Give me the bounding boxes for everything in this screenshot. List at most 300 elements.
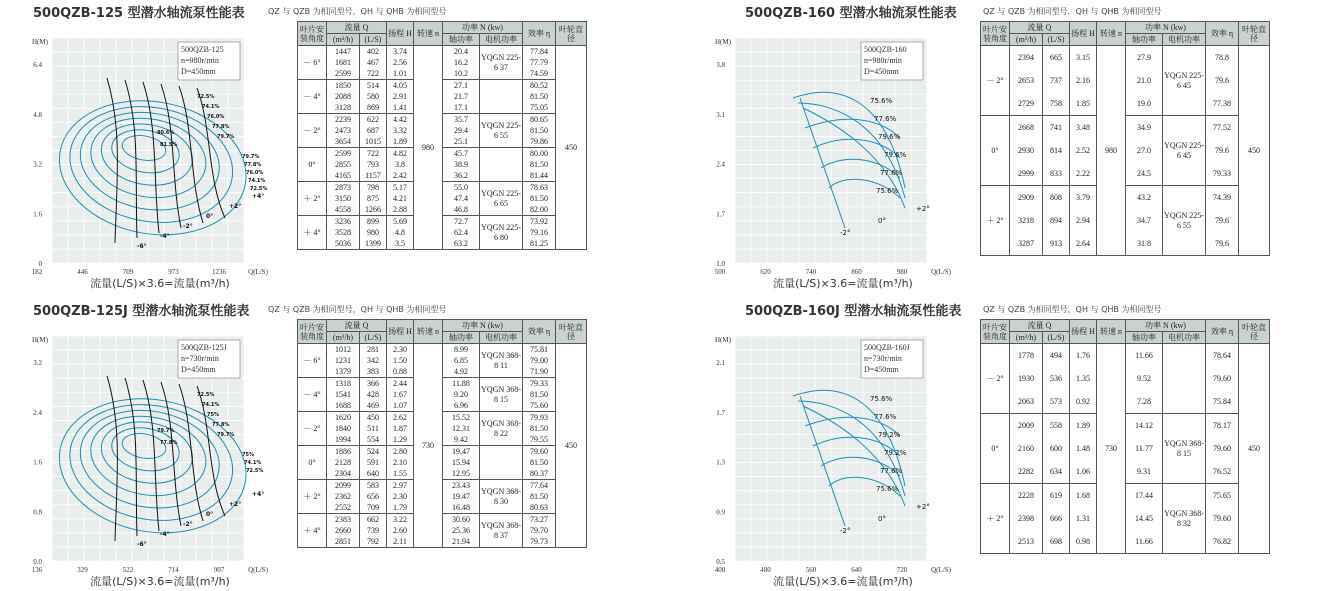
x-tick-label: 522 <box>122 566 134 574</box>
head-cell-value: 1.68 <box>1076 491 1090 500</box>
flow-ls-cell-value: 662 <box>367 515 379 524</box>
efficiency-cell-value: 73.27 <box>530 515 548 524</box>
header-flow-ls: (L/S) <box>1043 34 1070 46</box>
angle-cell: ＋ 2° <box>298 182 327 216</box>
efficiency-label: 77.8% <box>160 440 178 446</box>
flow-ls-cell-value: 634 <box>1050 467 1062 476</box>
head-cell-value: 3.79 <box>1076 193 1090 202</box>
shaft-power-cell-value: 15.52 <box>452 413 470 422</box>
shaft-power-cell-value: 55.0 <box>454 183 468 192</box>
chart-area <box>10 318 288 588</box>
table-row <box>298 46 587 80</box>
motor-cell: YQGN 368-8 15 <box>1163 414 1206 484</box>
shaft-power-cell <box>1126 186 1163 256</box>
head-cell-value: 1.41 <box>393 103 407 112</box>
panel-title: 500QZB-160J 型潜水轴流泵性能表 <box>745 304 962 319</box>
efficiency-cell <box>1206 186 1239 256</box>
flow-m3h-cell-value: 1231 <box>335 356 351 365</box>
head-cell-value: 2.88 <box>393 205 407 214</box>
flow-ls-cell-value: 792 <box>367 537 379 546</box>
efficiency-cell-value: 77.84 <box>530 47 548 56</box>
x-axis-label: Q(L/S) <box>248 566 268 574</box>
flow-ls-cell-value: 833 <box>1050 169 1062 178</box>
shaft-power-cell-value: 17.1 <box>454 103 468 112</box>
efficiency-cell <box>523 344 556 378</box>
efficiency-cell-value: 82.00 <box>530 205 548 214</box>
shaft-power-cell-value: 43.2 <box>1137 193 1151 202</box>
header-flow-ls: (L/S) <box>360 34 387 46</box>
blade-angle-label: -6° <box>137 541 147 548</box>
efficiency-cell <box>523 216 556 250</box>
shaft-power-cell-value: 6.85 <box>454 356 468 365</box>
flow-m3h-cell-value: 1681 <box>335 58 351 67</box>
head-cell-value: 5.69 <box>393 217 407 226</box>
shaft-power-cell-value: 11.88 <box>452 379 470 388</box>
flow-m3h-cell-value: 2552 <box>335 503 351 512</box>
pump-panel-500qzb-125j <box>0 298 640 588</box>
efficiency-cell-value: 71.90 <box>530 367 548 376</box>
efficiency-cell <box>523 148 556 182</box>
flow-ls-cell-value: 758 <box>1050 99 1062 108</box>
shaft-power-cell-value: 46.8 <box>454 205 468 214</box>
efficiency-cell-value: 74.59 <box>530 69 548 78</box>
blade-angle-label: 0° <box>206 511 214 518</box>
flow-m3h-cell-value: 3287 <box>1018 239 1034 248</box>
shaft-power-cell-value: 12.95 <box>452 469 470 478</box>
efficiency-cell-value: 76.82 <box>1213 537 1231 546</box>
efficiency-label: 74.1% <box>202 402 220 408</box>
head-cell <box>387 148 414 182</box>
flow-m3h-cell-value: 1994 <box>335 435 351 444</box>
flow-m3h-cell-value: 2362 <box>335 492 351 501</box>
shaft-power-cell-value: 25.36 <box>452 526 470 535</box>
header-efficiency: 效率 η <box>523 320 556 344</box>
flow-ls-cell-value: 580 <box>367 92 379 101</box>
flow-m3h-cell-value: 2513 <box>1018 537 1034 546</box>
header-flow-m3h: (m³/h) <box>1010 332 1043 344</box>
x-tick-label: 620 <box>760 268 771 276</box>
y-tick-label: 1.3 <box>716 458 725 467</box>
efficiency-label: 72.5% <box>246 468 264 474</box>
shaft-power-cell-value: 11.66 <box>1135 537 1153 546</box>
head-cell-value: 3.15 <box>1076 53 1090 62</box>
header-efficiency: 效率 η <box>523 22 556 46</box>
blade-angle-label: +4° <box>252 193 265 200</box>
header-impeller: 叶轮直径 <box>1239 320 1270 344</box>
head-cell-value: 3.32 <box>393 126 407 135</box>
x-tick-label: 714 <box>168 566 179 574</box>
efficiency-cell <box>523 46 556 80</box>
shaft-power-cell-value: 21.94 <box>452 537 470 546</box>
angle-cell: － 6° <box>298 344 327 378</box>
efficiency-cell-value: 79.6 <box>1215 146 1229 155</box>
efficiency-label: 77.6% <box>880 467 903 475</box>
model-info-line: n=730r/min <box>864 354 902 363</box>
flow-ls-cell <box>360 412 387 446</box>
header-power: 功率 N (kw) <box>1126 22 1206 34</box>
efficiency-label: 79.7% <box>217 432 235 438</box>
efficiency-cell-value: 81.50 <box>530 390 548 399</box>
head-cell-value: 2.62 <box>393 413 407 422</box>
shaft-power-cell-value: 47.4 <box>454 194 468 203</box>
y-tick-label: 1.6 <box>33 458 42 467</box>
flow-m3h-cell-value: 4165 <box>335 171 351 180</box>
shaft-power-cell-value: 35.7 <box>454 115 468 124</box>
chart-area <box>693 20 971 290</box>
motor-cell: YQGN 225-6 37 <box>480 46 523 80</box>
efficiency-label: 76.0% <box>207 114 225 120</box>
flow-m3h-cell-value: 2599 <box>335 149 351 158</box>
flow-m3h-cell <box>1010 484 1043 554</box>
y-axis-label: H(M) <box>32 336 48 344</box>
efficiency-cell <box>1206 344 1239 414</box>
model-info-line: 500QZB-160 <box>864 45 907 54</box>
model-info-line: n=980r/min <box>181 56 219 65</box>
head-cell <box>1070 344 1097 414</box>
efficiency-cell-value: 81.50 <box>530 160 548 169</box>
header-motor-power: 电机功率 <box>1163 34 1206 46</box>
shaft-power-cell <box>443 182 480 216</box>
x-tick-label: 560 <box>805 566 817 574</box>
flow-ls-cell <box>360 148 387 182</box>
header-motor-power: 电机功率 <box>480 34 523 46</box>
efficiency-cell-value: 79.86 <box>530 137 548 146</box>
head-cell <box>387 446 414 480</box>
head-cell-value: 2.94 <box>1076 216 1090 225</box>
model-info-line: D=450mm <box>181 365 216 374</box>
flow-m3h-cell <box>327 148 360 182</box>
motor-cell: YQGN 225-6 65 <box>480 182 523 216</box>
flow-m3h-cell-value: 2668 <box>1018 123 1034 132</box>
x-axis-label: Q(L/S) <box>248 268 268 276</box>
flow-ls-cell-value: 739 <box>367 526 379 535</box>
table-row <box>298 412 587 446</box>
flow-ls-cell <box>1043 344 1070 414</box>
efficiency-cell-value: 79.73 <box>530 537 548 546</box>
performance-chart <box>693 20 971 290</box>
head-cell-value: 1.01 <box>393 69 407 78</box>
y-tick-label: 6.4 <box>33 61 42 69</box>
flow-conversion-label: 流量(L/S)×3.6=流量(m³/h) <box>773 575 913 588</box>
shaft-power-cell-value: 62.4 <box>454 228 468 237</box>
efficiency-cell-value: 80.63 <box>530 503 548 512</box>
flow-m3h-cell-value: 2228 <box>1018 491 1034 500</box>
header-angle: 叶片安装角度 <box>981 22 1010 46</box>
efficiency-cell-value: 81.50 <box>530 126 548 135</box>
head-cell-value: 1.35 <box>1076 374 1090 383</box>
head-cell-value: 1.55 <box>393 469 407 478</box>
motor-cell <box>1163 344 1206 414</box>
efficiency-cell-value: 81.50 <box>530 92 548 101</box>
shaft-power-cell-value: 63.2 <box>454 239 468 248</box>
efficiency-cell-value: 78.8 <box>1215 53 1229 62</box>
head-cell-value: 1.31 <box>1076 514 1090 523</box>
shaft-power-cell-value: 9.20 <box>454 390 468 399</box>
table-row <box>981 414 1270 484</box>
efficiency-cell-value: 75.65 <box>1213 491 1231 500</box>
flow-m3h-cell-value: 2473 <box>335 126 351 135</box>
shaft-power-cell-value: 27.9 <box>1137 53 1151 62</box>
x-tick-label: 1236 <box>212 268 226 276</box>
flow-ls-cell-value: 558 <box>1050 421 1062 430</box>
efficiency-label: 76.0% <box>246 170 264 176</box>
head-cell-value: 1.67 <box>393 390 407 399</box>
efficiency-cell <box>523 80 556 114</box>
shaft-power-cell-value: 12.31 <box>452 424 470 433</box>
speed-cell: 980 <box>1097 46 1126 256</box>
head-cell-value: 0.88 <box>393 367 407 376</box>
impeller-cell: 450 <box>556 344 587 548</box>
table-row <box>298 114 587 148</box>
header-shaft-power: 轴功率 <box>443 332 480 344</box>
table-row <box>298 446 587 480</box>
head-cell-value: 2.60 <box>393 526 407 535</box>
head-cell-value: 1.29 <box>393 435 407 444</box>
flow-ls-cell-value: 698 <box>1050 537 1062 546</box>
angle-cell: － 2° <box>298 412 327 446</box>
shaft-power-cell-value: 19.0 <box>1137 99 1151 108</box>
efficiency-label: 77.8% <box>212 422 230 428</box>
flow-m3h-cell-value: 1379 <box>335 367 351 376</box>
efficiency-label: 75.6% <box>870 395 893 403</box>
table-row <box>298 514 587 548</box>
flow-ls-cell-value: 1399 <box>365 239 381 248</box>
angle-cell: 0° <box>981 116 1010 186</box>
angle-cell: 0° <box>981 414 1010 484</box>
header-shaft-power: 轴功率 <box>443 34 480 46</box>
head-cell <box>1070 186 1097 256</box>
performance-chart <box>10 20 288 290</box>
x-tick-label: 182 <box>31 268 43 276</box>
panel-title: 500QZB-125 型潜水轴流泵性能表 <box>33 6 245 21</box>
shaft-power-cell <box>443 80 480 114</box>
motor-cell: YQGN 368-8 30 <box>480 480 523 514</box>
flow-ls-cell <box>360 182 387 216</box>
shaft-power-cell <box>443 378 480 412</box>
flow-ls-cell-value: 814 <box>1050 146 1062 155</box>
x-tick-label: 500 <box>714 268 726 276</box>
head-cell <box>1070 414 1097 484</box>
flow-ls-cell-value: 665 <box>1050 53 1062 62</box>
efficiency-cell-value: 73.92 <box>530 217 548 226</box>
blade-angle-label: +2° <box>916 205 930 213</box>
head-cell-value: 3.48 <box>1076 123 1090 132</box>
efficiency-label: 81.5% <box>160 142 178 148</box>
flow-m3h-cell <box>327 80 360 114</box>
head-cell <box>387 46 414 80</box>
shaft-power-cell-value: 72.7 <box>454 217 468 226</box>
shaft-power-cell-value: 9.31 <box>1137 467 1151 476</box>
header-impeller: 叶轮直径 <box>556 22 587 46</box>
shaft-power-cell-value: 34.7 <box>1137 216 1151 225</box>
flow-m3h-cell <box>1010 46 1043 116</box>
flow-ls-cell <box>360 80 387 114</box>
header-efficiency: 效率 η <box>1206 22 1239 46</box>
impeller-cell: 450 <box>1239 46 1270 256</box>
efficiency-cell-value: 79.60 <box>1213 374 1231 383</box>
efficiency-label: 72.5% <box>197 392 215 398</box>
motor-cell <box>480 446 523 480</box>
shaft-power-cell-value: 10.2 <box>454 69 468 78</box>
flow-m3h-cell-value: 2128 <box>335 458 351 467</box>
efficiency-label: 75.6% <box>870 97 893 105</box>
performance-chart <box>10 318 288 588</box>
header-efficiency: 效率 η <box>1206 320 1239 344</box>
y-tick-label: 0.0 <box>33 558 42 566</box>
flow-ls-cell <box>1043 116 1070 186</box>
flow-ls-cell-value: 514 <box>367 81 379 90</box>
header-speed: 转速 n <box>1097 22 1126 46</box>
flow-ls-cell-value: 875 <box>367 194 379 203</box>
flow-conversion-label: 流量(L/S)×3.6=流量(m³/h) <box>773 277 913 290</box>
efficiency-cell-value: 79.6 <box>1215 216 1229 225</box>
efficiency-cell-value: 74.39 <box>1213 193 1231 202</box>
x-tick-label: 720 <box>896 566 908 574</box>
efficiency-cell-value: 75.81 <box>530 345 548 354</box>
header-head: 扬程 H <box>1070 320 1097 344</box>
flow-ls-cell <box>360 114 387 148</box>
flow-ls-cell-value: 366 <box>367 379 379 388</box>
efficiency-cell-value: 81.50 <box>530 424 548 433</box>
shaft-power-cell-value: 4.92 <box>454 367 468 376</box>
shaft-power-cell-value: 8.99 <box>454 345 468 354</box>
motor-cell: YQGN 225-6 55 <box>1163 186 1206 256</box>
flow-m3h-cell <box>1010 116 1043 186</box>
performance-table <box>297 319 587 548</box>
efficiency-label: 79.6% <box>878 133 901 141</box>
head-cell-value: 1.87 <box>393 424 407 433</box>
header-power: 功率 N (kw) <box>443 320 523 332</box>
table-row <box>981 186 1270 256</box>
flow-m3h-cell <box>1010 414 1043 484</box>
x-axis-label: Q(L/S) <box>931 268 951 276</box>
angle-cell: － 4° <box>298 80 327 114</box>
y-tick-label: 2.4 <box>716 160 725 169</box>
motor-cell: YQGN 368-8 37 <box>480 514 523 548</box>
shaft-power-cell <box>1126 484 1163 554</box>
panel-subtitle: QZ 与 QZB 为相同型号，QH 与 QHB 为相同型号 <box>983 305 1162 314</box>
model-info-line: 500QZB-125J <box>181 343 227 352</box>
flow-m3h-cell-value: 2999 <box>1018 169 1034 178</box>
header-impeller: 叶轮直径 <box>556 320 587 344</box>
flow-ls-cell <box>360 216 387 250</box>
motor-cell: YQGN 225-6 45 <box>1163 116 1206 186</box>
x-tick-label: 973 <box>168 268 179 276</box>
header-speed: 转速 n <box>414 320 443 344</box>
efficiency-cell-value: 79.00 <box>530 356 548 365</box>
efficiency-cell-value: 77.38 <box>1213 99 1231 108</box>
performance-table <box>980 319 1270 554</box>
efficiency-cell-value: 80.52 <box>530 81 548 90</box>
x-tick-label: 446 <box>77 268 88 276</box>
table-row <box>298 182 587 216</box>
efficiency-cell-value: 75.60 <box>530 401 548 410</box>
efficiency-cell-value: 79.70 <box>530 526 548 535</box>
flow-m3h-cell-value: 2653 <box>1018 76 1034 85</box>
header-speed: 转速 n <box>1097 320 1126 344</box>
head-cell-value: 2.30 <box>393 492 407 501</box>
head-cell <box>387 378 414 412</box>
flow-m3h-cell-value: 3150 <box>335 194 351 203</box>
flow-m3h-cell-value: 3654 <box>335 137 351 146</box>
header-flow: 流量 Q <box>327 22 387 34</box>
shaft-power-cell-value: 14.45 <box>1135 514 1153 523</box>
efficiency-cell-value: 79.93 <box>530 413 548 422</box>
head-cell <box>387 114 414 148</box>
header-flow-ls: (L/S) <box>360 332 387 344</box>
speed-cell: 730 <box>1097 344 1126 554</box>
flow-m3h-cell-value: 1012 <box>335 345 351 354</box>
head-cell-value: 2.56 <box>393 58 407 67</box>
efficiency-label: 74.1% <box>248 178 266 184</box>
efficiency-label: 74.1% <box>244 460 262 466</box>
efficiency-cell-value: 78.63 <box>530 183 548 192</box>
head-cell-value: 2.42 <box>393 171 407 180</box>
panel-title: 500QZB-125J 型潜水轴流泵性能表 <box>33 304 250 319</box>
blade-angle-label: 0° <box>206 213 214 220</box>
efficiency-cell <box>523 446 556 480</box>
header-angle: 叶片安装角度 <box>298 22 327 46</box>
y-tick-label: 0 <box>38 260 42 268</box>
x-tick-label: 709 <box>122 268 134 276</box>
motor-cell: YQGN 368-8 11 <box>480 344 523 378</box>
shaft-power-cell-value: 25.1 <box>454 137 468 146</box>
flow-conversion-label: 流量(L/S)×3.6=流量(m³/h) <box>90 575 230 588</box>
flow-ls-cell-value: 428 <box>367 390 379 399</box>
efficiency-label: 79.6% <box>884 151 907 159</box>
flow-ls-cell-value: 536 <box>1050 374 1062 383</box>
flow-ls-cell-value: 687 <box>367 126 379 135</box>
pump-panel-500qzb-160 <box>683 0 1323 290</box>
efficiency-cell-value: 75.05 <box>530 103 548 112</box>
flow-ls-cell-value: 656 <box>367 492 379 501</box>
efficiency-cell-value: 77.79 <box>530 58 548 67</box>
speed-cell: 980 <box>414 46 443 250</box>
flow-ls-cell <box>360 46 387 80</box>
flow-m3h-cell-value: 2088 <box>335 92 351 101</box>
header-head: 扬程 H <box>387 22 414 46</box>
header-shaft-power: 轴功率 <box>1126 34 1163 46</box>
head-cell <box>387 216 414 250</box>
flow-m3h-cell <box>327 114 360 148</box>
flow-ls-cell-value: 524 <box>367 447 379 456</box>
flow-ls-cell <box>1043 46 1070 116</box>
efficiency-label: 72.5% <box>197 94 215 100</box>
flow-ls-cell-value: 1266 <box>365 205 381 214</box>
flow-m3h-cell-value: 2729 <box>1018 99 1034 108</box>
motor-cell: YQGN 225-6 55 <box>480 114 523 148</box>
head-cell-value: 3.8 <box>395 160 405 169</box>
y-tick-label: 0.5 <box>716 558 725 566</box>
table-row <box>298 216 587 250</box>
y-axis-label: H(M) <box>32 38 48 46</box>
model-info-line: n=980r/min <box>864 56 902 65</box>
y-tick-label: 3.2 <box>33 359 42 367</box>
shaft-power-cell-value: 23.43 <box>452 481 470 490</box>
motor-cell: YQGN 225-6 80 <box>480 216 523 250</box>
head-cell <box>387 480 414 514</box>
shaft-power-cell <box>443 480 480 514</box>
impeller-cell: 450 <box>1239 344 1270 554</box>
efficiency-label: 79.7% <box>217 134 235 140</box>
shaft-power-cell <box>443 446 480 480</box>
model-info-line: n=730r/min <box>181 354 219 363</box>
y-tick-label: 3.1 <box>716 110 725 119</box>
header-flow-m3h: (m³/h) <box>327 332 360 344</box>
flow-ls-cell-value: 511 <box>367 424 379 433</box>
x-tick-label: 980 <box>896 268 908 276</box>
efficiency-cell-value: 80.65 <box>530 115 548 124</box>
